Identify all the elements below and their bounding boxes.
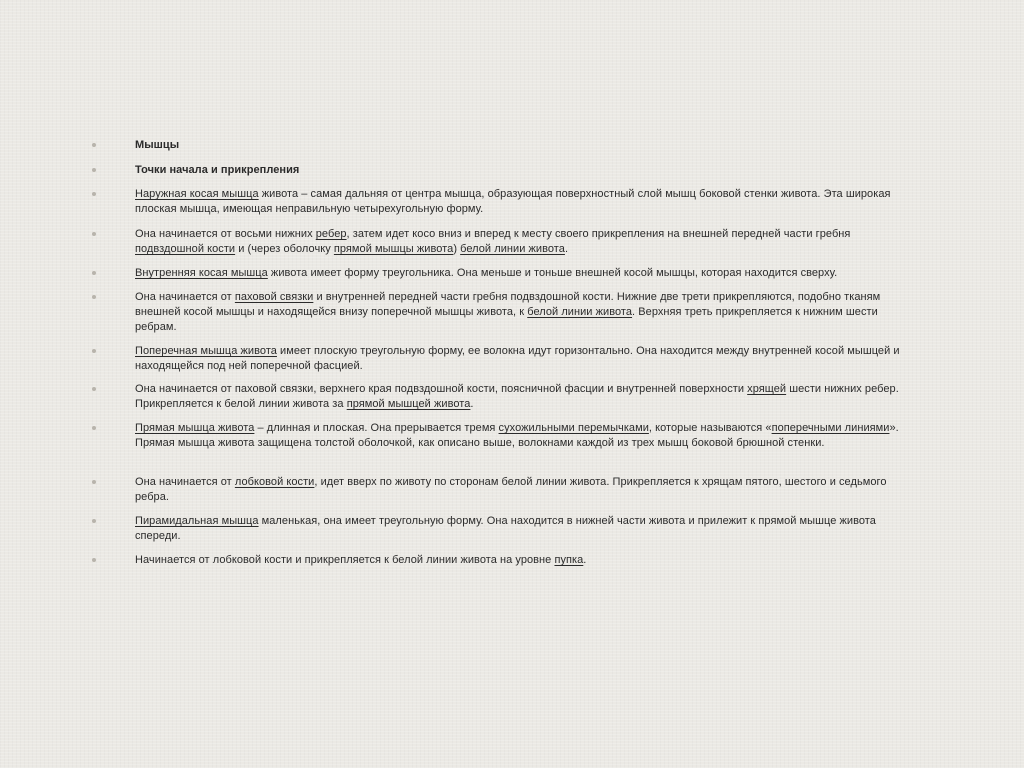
paragraph-text bbox=[135, 228, 850, 255]
text-run: Она начинается от bbox=[135, 291, 235, 303]
paragraph-text bbox=[135, 515, 876, 542]
text-run: живота – самая дальняя от центра мышца, образующая поверхностный слой мышц боковой стенки живота. Эта широкая плоская мышца, имеющая неправильную четырехугольную форму. bbox=[135, 188, 891, 215]
text-run: Она начинается от паховой связки, верхнего края подвздошной кости, поясничной фасции и внутренней поверхности bbox=[135, 383, 748, 395]
paragraph-text bbox=[135, 291, 880, 333]
text-run: Точки начала и прикрепления bbox=[135, 164, 300, 176]
text-run: живота имеет форму треугольника. Она меньше и тоньше внешней косой мышцы, которая находится сверху. bbox=[267, 267, 838, 279]
bullet-item bbox=[92, 382, 920, 412]
bullet-dot-icon bbox=[92, 192, 96, 196]
text-run: . bbox=[583, 554, 587, 566]
bullet-item bbox=[92, 290, 920, 335]
bullet-item bbox=[92, 163, 920, 178]
bullet-dot-icon bbox=[92, 271, 96, 275]
bullet-item bbox=[92, 553, 920, 568]
text-run: . Верхняя треть прикрепляется к нижним шести ребрам. bbox=[135, 306, 878, 333]
text-run: Мышцы bbox=[135, 139, 180, 151]
term-link[interactable]: прямой мышцы живота bbox=[333, 243, 454, 255]
bullet-dot-icon bbox=[92, 349, 96, 353]
bullet-dot-icon bbox=[92, 480, 96, 484]
bullet-item bbox=[92, 475, 920, 505]
bullet-dot-icon bbox=[92, 168, 96, 172]
term-link[interactable]: ребер bbox=[315, 228, 347, 240]
term-link[interactable]: паховой связки bbox=[234, 291, 314, 303]
text-run: Она начинается от восьми нижних bbox=[135, 228, 316, 240]
term-link[interactable]: прямой мышцей живота bbox=[346, 398, 471, 410]
term-link[interactable]: белой линии живота bbox=[460, 243, 565, 255]
text-run: , которые называются « bbox=[648, 422, 772, 434]
bullet-dot-icon bbox=[92, 232, 96, 236]
text-run: . bbox=[564, 243, 569, 255]
term-link[interactable]: хрящей bbox=[747, 383, 787, 395]
bullet-dot-icon bbox=[92, 519, 96, 523]
bullet-item bbox=[92, 138, 920, 153]
bullet-item bbox=[92, 187, 920, 217]
text-run: и (через оболочку bbox=[235, 243, 334, 255]
text-run: и внутренней передней части гребня подвздошной кости. Нижние две трети прикрепляются, подобно тканям внешней косой мышцы и находящейся внизу поперечной мышцы живота, к bbox=[135, 291, 881, 318]
term-link[interactable]: подвздошной кости bbox=[135, 243, 236, 255]
text-run: шести нижних ребер. Прикрепляется к белой линии живота за bbox=[135, 383, 899, 410]
term-link[interactable]: лобковой кости bbox=[234, 476, 315, 488]
bullet-dot-icon bbox=[92, 295, 96, 299]
text-run: Она начинается от bbox=[135, 476, 235, 488]
bullet-dot-icon bbox=[92, 387, 96, 391]
paragraph-text bbox=[135, 554, 586, 566]
bullet-dot-icon bbox=[92, 558, 96, 562]
term-link[interactable]: Прямая мышца живота bbox=[135, 422, 255, 434]
paragraph-text bbox=[135, 345, 900, 372]
text-run: Начинается от лобковой кости и прикрепляется к белой линии живота на уровне bbox=[135, 554, 555, 566]
bullet-item bbox=[92, 421, 920, 451]
term-link[interactable]: белой линии живота bbox=[527, 306, 633, 318]
text-run: ) bbox=[453, 243, 461, 255]
text-run: – длинная и плоская. Она прерывается тремя bbox=[254, 422, 499, 434]
paragraph-text bbox=[135, 188, 891, 215]
term-link[interactable]: поперечными линиями bbox=[771, 422, 890, 434]
bullet-item bbox=[92, 266, 920, 281]
paragraph-text bbox=[135, 422, 899, 449]
bullet-dot-icon bbox=[92, 426, 96, 430]
text-run: , затем идет косо вниз и вперед к месту своего прикрепления на внешней передней части гребня bbox=[346, 228, 851, 240]
bullet-item bbox=[92, 344, 920, 374]
paragraph-text bbox=[135, 383, 899, 410]
term-link[interactable]: Пирамидальная мышца bbox=[135, 515, 259, 527]
bullet-dot-icon bbox=[92, 143, 96, 147]
paragraph-text bbox=[135, 476, 887, 503]
term-link[interactable]: Внутренняя косая мышца bbox=[135, 267, 268, 279]
text-run: , идет вверх по животу по сторонам белой линии живота. Прикрепляется к хрящам пятого, шестого и седьмого ребра. bbox=[135, 476, 887, 503]
text-run: маленькая, она имеет треугольную форму. Она находится в нижней части живота и прилежит к прямой мышце живота спереди. bbox=[135, 515, 876, 542]
term-link[interactable]: Наружная косая мышца bbox=[135, 188, 259, 200]
text-run: имеет плоскую треугольную форму, ее волокна идут горизонтально. Она находится между внутренней косой мышцей и находящейся под ней поперечной фасцией. bbox=[135, 345, 900, 372]
term-link[interactable]: пупка bbox=[554, 554, 584, 566]
paragraph-text bbox=[135, 267, 837, 279]
section-heading bbox=[135, 164, 299, 176]
term-link[interactable]: Поперечная мышца живота bbox=[135, 345, 277, 357]
text-run: . bbox=[470, 398, 474, 410]
section-heading bbox=[135, 139, 179, 151]
bullet-item bbox=[92, 227, 920, 257]
bullet-item bbox=[92, 514, 920, 544]
text-run: ». Прямая мышца живота защищена толстой оболочкой, как описано выше, волокнами каждой из трех мышц боковой брюшной стенки. bbox=[135, 422, 899, 449]
term-link[interactable]: сухожильными перемычками bbox=[498, 422, 649, 434]
